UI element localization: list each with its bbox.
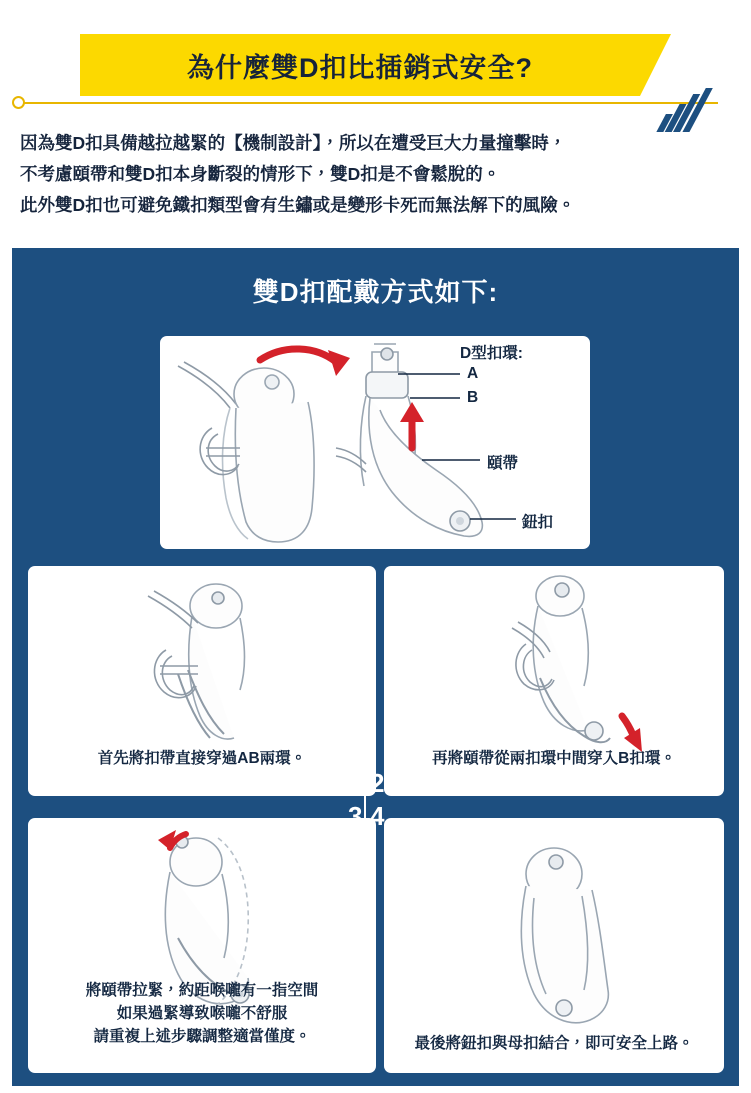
label-ring-b: B — [467, 389, 479, 406]
step-1-caption: 首先將扣帶直接穿過AB兩環。 — [97, 750, 307, 767]
panel-title: 雙D扣配戴方式如下: — [252, 277, 499, 307]
step-3-caption-line-1: 將頤帶拉緊，約距喉嚨有一指空間 — [85, 982, 319, 999]
header-circle-marker — [12, 96, 25, 109]
step-number-divider — [364, 768, 366, 826]
step-number-4: 4 — [370, 801, 385, 831]
step-4-card — [384, 818, 724, 1073]
step-2-card — [384, 566, 724, 796]
step-number-1: 1 — [348, 768, 363, 798]
intro-paragraph — [20, 128, 735, 221]
label-d-ring: D型扣環: — [460, 345, 523, 362]
step-3-card — [28, 818, 376, 1073]
step-4-caption: 最後將鈕扣與母扣結合，即可安全上路。 — [414, 1035, 694, 1052]
header-rule — [18, 102, 718, 104]
intro-line-2: 不考慮頤帶和雙D扣本身斷裂的情形下，雙D扣是不會鬆脫的。 — [20, 164, 501, 184]
overview-diagram-card — [160, 336, 590, 549]
decorative-stripes-icon — [655, 88, 715, 132]
label-ring-a: A — [467, 365, 479, 382]
page-header — [0, 14, 751, 102]
label-strap: 頤帶 — [487, 455, 519, 472]
step-number-3: 3 — [348, 801, 363, 831]
page-title: 為什麼雙D扣比插銷式安全? — [187, 52, 533, 83]
step-3-caption-line-3: 請重複上述步驟調整適當僅度。 — [93, 1028, 311, 1045]
intro-line-3: 此外雙D扣也可避免鐵扣類型會有生鏽或是變形卡死而無法解下的風險。 — [20, 195, 576, 215]
instruction-panel — [12, 248, 739, 1086]
arrow-red-step2 — [622, 716, 642, 752]
step-2-caption: 再將頤帶從兩扣環中間穿入B扣環。 — [432, 750, 676, 767]
arrow-red-right — [400, 402, 424, 448]
step-1-card — [28, 566, 376, 796]
step-3-caption-line-2: 如果過緊導致喉嚨不舒服 — [116, 1005, 288, 1022]
step-number-2: 2 — [370, 768, 385, 798]
intro-line-1: 因為雙D扣具備越拉越緊的【機制設計】，所以在遭受巨大力量撞擊時， — [20, 133, 567, 153]
label-button: 鈕扣 — [522, 514, 554, 531]
